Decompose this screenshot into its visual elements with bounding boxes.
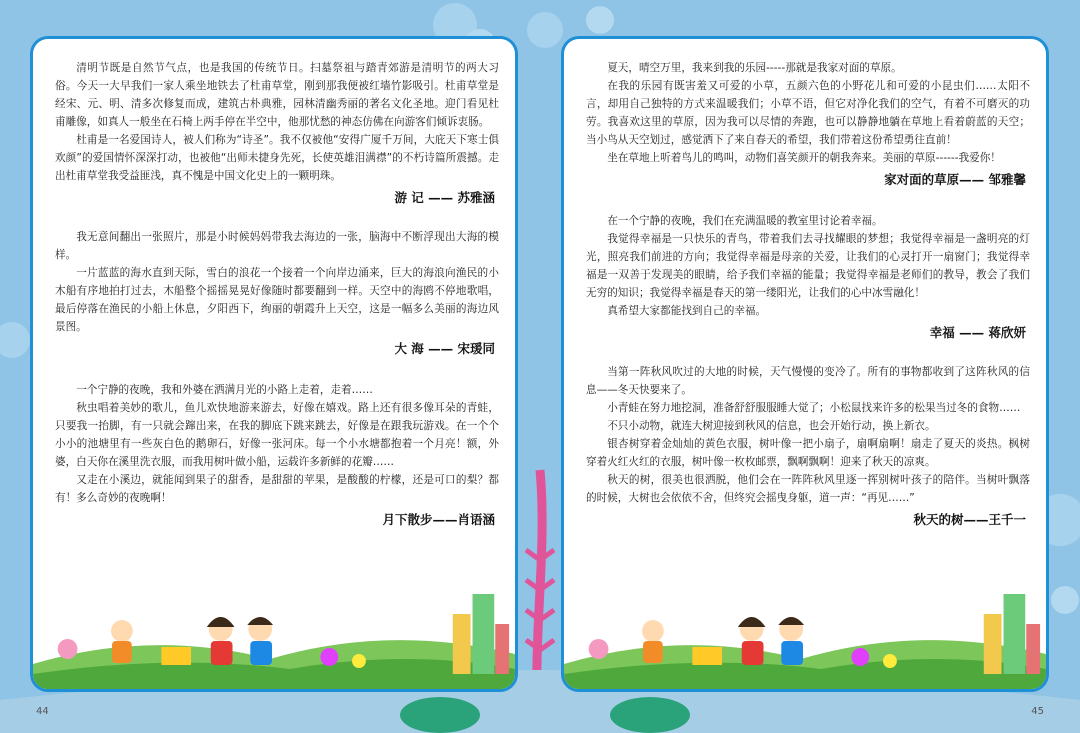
article-signature: 游 记 —— 苏雅涵 bbox=[394, 190, 495, 205]
article-yuexia bbox=[55, 381, 499, 530]
article-paragraph: 夏天，晴空万里，我来到我的乐园-----那就是我家对面的草原。 bbox=[607, 62, 902, 74]
article-youji bbox=[55, 59, 499, 208]
right-page-content bbox=[586, 59, 1030, 540]
article-paragraph: 当第一阵秋风吹过的大地的时候，天气慢慢的变冷了。所有的事物都收到了这阵秋风的信息——冬天快要来了。 bbox=[586, 366, 1030, 396]
article-caoyuan bbox=[586, 59, 1030, 190]
article-xingfu bbox=[586, 212, 1030, 343]
kids-reading-illustration bbox=[33, 569, 515, 689]
right-page bbox=[561, 36, 1049, 692]
article-paragraph: 一个宁静的夜晚，我和外婆在洒满月光的小路上走着，走着…… bbox=[76, 384, 373, 396]
article-signature: 家对面的草原—— 邹雅馨 bbox=[884, 172, 1026, 187]
article-paragraph: 真希望大家都能找到自己的幸福。 bbox=[607, 305, 767, 317]
left-page-content bbox=[55, 59, 499, 540]
article-paragraph: 银杏树穿着金灿灿的黄色衣服，树叶像一把小扇子，扇啊扇啊！扇走了夏天的炎热。枫树穿着火红火红的衣服，树叶像一枚枚邮票，飘啊飘啊！迎来了秋天的凉爽。 bbox=[586, 438, 1030, 468]
article-paragraph: 清明节既是自然节气点，也是我国的传统节日。扫墓祭祖与踏青郊游是清明节的两大习俗。今天一大早我们一家人乘坐地铁去了杜甫草堂，刚到那我便被红墙竹影吸引。杜甫草堂是经宋、元、明、清多次修复而成，建筑古朴典雅，园林清幽秀丽的著名文化圣地。迎门看见杜甫雕像，如真人一般坐在石椅上两手停在半空中，他那忧愁的神态仿佛在向游客们倾诉衷肠。 bbox=[55, 62, 499, 128]
left-page bbox=[30, 36, 518, 692]
article-paragraph: 又走在小溪边，就能闻到果子的甜香，是甜甜的苹果，是酸酸的柠檬，还是可口的梨？都有！多么奇妙的夜晚啊！ bbox=[55, 474, 499, 504]
kids-reading-illustration bbox=[564, 569, 1046, 689]
article-signature: 月下散步——肖语涵 bbox=[382, 512, 495, 527]
article-signature: 大 海 —— 宋瑗同 bbox=[394, 341, 495, 356]
article-paragraph: 秋天的树，很美也很洒脱，他们会在一阵阵秋风里逐一挥别树叶孩子的陪伴。当树叶飘落的时候，大树也会依依不舍，但终究会摇曳身躯，道一声：“再见……” bbox=[586, 474, 1030, 504]
article-signature: 秋天的树——王千一 bbox=[913, 512, 1026, 527]
article-paragraph: 我觉得幸福是一只快乐的青鸟，带着我们去寻找耀眼的梦想；我觉得幸福是一盏明亮的灯光，照亮我们前进的方向；我觉得幸福是母亲的关爱，让我们的心灵打开一扇窗门；我觉得幸福是一双善于发现美的眼睛，给予我们幸福的能量；我觉得幸福是老师们的教导，教会了我们无穷的知识；我觉得幸福是春天的第一缕阳光，让我们的心中冰雪融化！ bbox=[586, 233, 1030, 299]
article-paragraph: 秋虫唱着美妙的歌儿，鱼儿欢快地游来游去，好像在嬉戏。路上还有很多像耳朵的青蛙，只要我一抬脚，有一只就会蹿出来，在我的脚底下跳来跳去，好像是在跟我玩游戏。在一个个小小的池塘里有一些灰白色的鹅卵石，好像一张河床。每一个小水塘都抱着一个月亮！额，外婆，白天你在溪里洗衣服，而我用树叶做小船，运载许多新鲜的花瓣…… bbox=[55, 402, 499, 468]
page-number-right: 45 bbox=[1031, 706, 1044, 717]
article-paragraph: 小青蛙在努力地挖洞，准备舒舒服服睡大觉了；小松鼠找来许多的松果当过冬的食物…… bbox=[607, 402, 1021, 414]
article-paragraph: 在一个宁静的夜晚，我们在充满温暖的教室里讨论着幸福。 bbox=[607, 215, 883, 227]
article-paragraph: 在我的乐园有既害羞又可爱的小草，五颜六色的小野花儿和可爱的小昆虫们……太阳不言，却用自己独特的方式来温暖我们；小草不语，但它对净化我们的空气，有着不可磨灭的功劳。我喜欢这里的草原，因为我可以尽情的奔跑，也可以静静地躺在草地上看着蔚蓝的天空；当小鸟从天空划过，感觉洒下了来自春天的希望，我们带着这份希望勇往直前！ bbox=[586, 80, 1030, 146]
article-dahai bbox=[55, 228, 499, 359]
article-signature: 幸福 —— 蒋欣妍 bbox=[929, 325, 1026, 340]
article-paragraph: 坐在草地上听着鸟儿的鸣叫，动物们喜笑颜开的朝我奔来。美丽的草原------我爱你！ bbox=[607, 152, 1001, 164]
article-qiutian bbox=[586, 363, 1030, 530]
article-paragraph: 不只小动物，就连大树迎接到秋风的信息，也会开始行动，换上新衣。 bbox=[607, 420, 936, 432]
article-paragraph: 我无意间翻出一张照片，那是小时候妈妈带我去海边的一张，脑海中不断浮现出大海的模样。 bbox=[55, 231, 499, 261]
article-paragraph: 杜甫是一名爱国诗人，被人们称为“诗圣”。我不仅被他“安得广厦千万间，大庇天下寒士俱欢颜”的爱国情怀深深打动，也被他“出师未捷身先死，长使英雄泪满襟”的不朽诗篇所震撼。走出杜甫草堂我受益匪浅，真不愧是中国文化史上的一颗明珠。 bbox=[55, 134, 499, 182]
page-number-left: 44 bbox=[36, 706, 49, 717]
article-paragraph: 一片蓝蓝的海水直到天际，雪白的浪花一个接着一个向岸边涌来，巨大的海浪向渔民的小木船有序地拍打过去，木船整个摇摇晃晃好像随时都要翻到一样。天空中的海鸥不停地歌唱，最后停落在渔民的小船上休息，夕阳西下，绚丽的朝霞升上天空，这是一幅多么美丽的海边风景图。 bbox=[55, 267, 499, 333]
